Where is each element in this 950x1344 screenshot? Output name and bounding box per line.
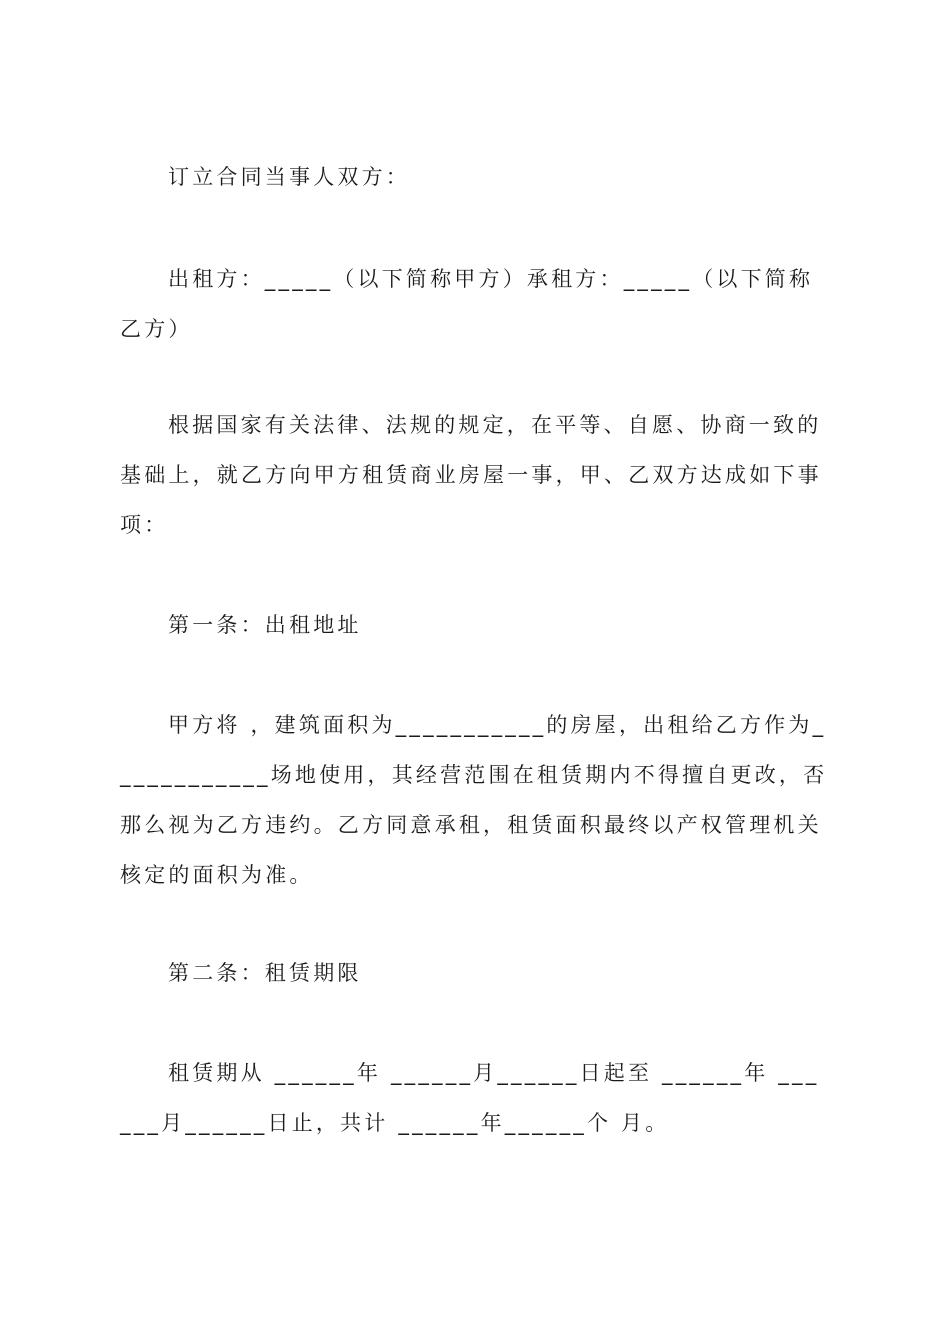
parties-line: 出租方：_____（以下简称甲方）承租方：_____（以下简称乙方） [120,267,814,341]
article-2-body: 租赁期从 ______年 ______月______日起至 ______年 ______月______日止，共计 ______年______个 月。 [120,1061,820,1135]
article-1-heading: 第一条：出租地址 [168,613,362,637]
article-1-body: 甲方将 ，建筑面积为___________的房屋，出租给乙方作为____________场地使用，其经营范围在租赁期内不得擅自更改，否那么视为乙方违约。乙方同意承租，租赁面积最终以产权管理机关核定的面积为准。 [120,713,828,887]
parties-intro: 订立合同当事人双方： [168,165,410,189]
article-2-heading: 第二条：租赁期限 [168,961,362,985]
preamble-paragraph: 根据国家有关法律、法规的规定，在平等、自愿、协商一致的基础上，就乙方向甲方租赁商业房屋一事，甲、乙双方达成如下事项： [120,413,822,537]
